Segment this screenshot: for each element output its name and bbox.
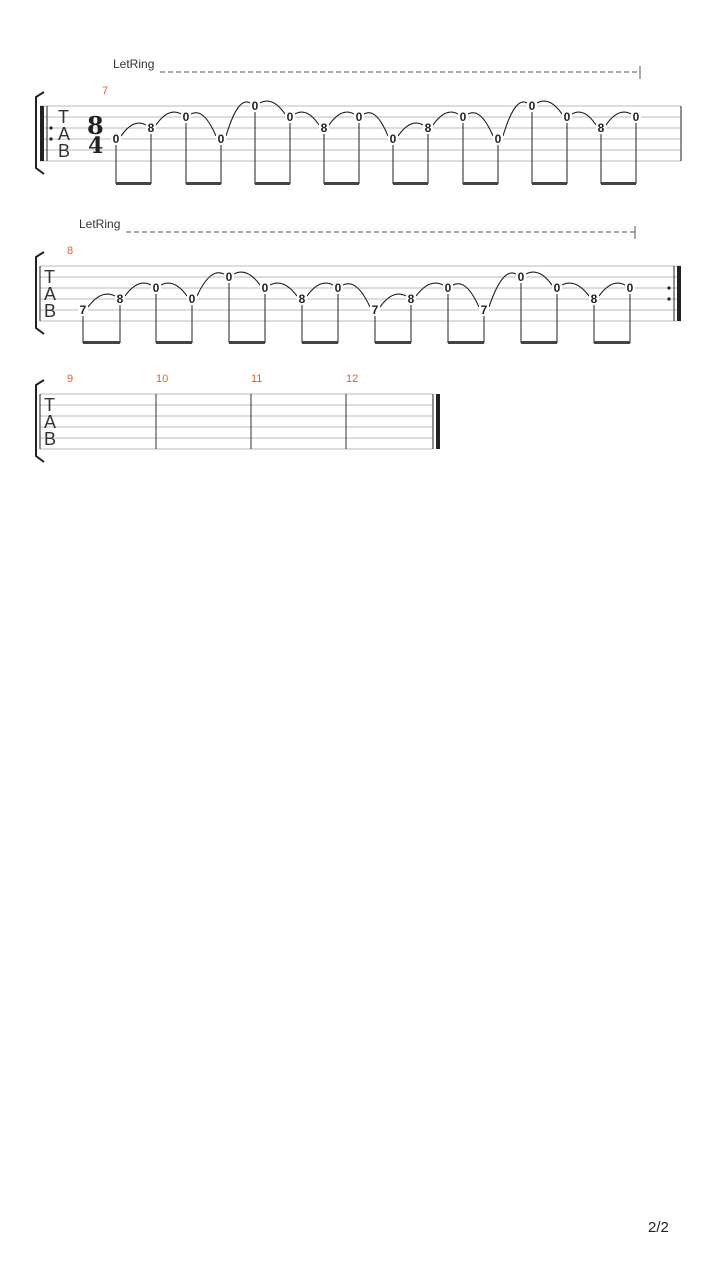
fret-number: 8 — [320, 121, 328, 135]
tie-arc — [295, 112, 319, 125]
fret-number: 0 — [217, 132, 225, 146]
measure-number: 12 — [346, 373, 359, 385]
fret-number: 7 — [371, 303, 379, 317]
tab-system-3 — [36, 373, 440, 462]
measure-number: 10 — [156, 373, 169, 385]
fret-number: 0 — [152, 281, 160, 295]
fret-number: 0 — [444, 281, 452, 295]
measure-number: 11 — [251, 373, 263, 385]
note-beam — [532, 182, 567, 185]
repeat-dot — [667, 286, 670, 289]
fret-number: 0 — [528, 99, 536, 113]
note-beam — [255, 182, 290, 185]
note-beam — [156, 341, 192, 344]
fret-number: 0 — [553, 281, 561, 295]
note-beam — [521, 341, 557, 344]
tie-arc — [380, 294, 406, 307]
note-beam — [393, 182, 428, 185]
fret-number: 8 — [407, 292, 415, 306]
tie-arc — [489, 273, 516, 307]
fret-number: 8 — [147, 121, 155, 135]
tie-arc — [416, 283, 443, 296]
tie-arc — [307, 283, 333, 296]
note-beam — [375, 341, 411, 344]
tab-system-2 — [36, 217, 681, 344]
fret-number: 0 — [626, 281, 634, 295]
tie-arc — [599, 283, 625, 296]
tie-arc — [88, 294, 115, 307]
measure-number: 9 — [67, 373, 74, 385]
note-beam — [186, 182, 221, 185]
staff-lines — [40, 394, 433, 449]
fret-number: 0 — [286, 110, 294, 124]
fret-number: 0 — [334, 281, 342, 295]
tie-arc — [562, 283, 589, 296]
tab-clef-t: T — [44, 267, 55, 287]
tab-clef-t: T — [44, 395, 55, 415]
note-beam — [116, 182, 151, 185]
note-beam — [594, 341, 630, 344]
fret-number: 8 — [116, 292, 124, 306]
final-thick-bar — [436, 394, 440, 449]
tie-arc — [191, 113, 216, 136]
tie-arc — [234, 272, 260, 285]
note-group — [111, 99, 641, 185]
time-signature-top: 8 — [87, 111, 104, 140]
note-beam — [83, 341, 120, 344]
time-signature-bottom: 4 — [88, 133, 104, 159]
fret-number: 0 — [563, 110, 571, 124]
fret-number: 0 — [389, 132, 397, 146]
tie-arc — [433, 112, 458, 125]
tab-clef-b: B — [58, 141, 71, 161]
tie-arc — [226, 102, 250, 136]
note-beam — [601, 182, 636, 185]
tie-arc — [343, 284, 370, 307]
tie-arc — [197, 273, 224, 296]
fret-number: 0 — [251, 99, 259, 113]
note-beam — [302, 341, 338, 344]
fret-number: 0 — [459, 110, 467, 124]
note-beam — [229, 341, 265, 344]
tie-arc — [398, 123, 423, 136]
note-beam — [463, 182, 498, 185]
tie-arc — [453, 284, 479, 307]
note-beam — [448, 341, 484, 344]
tab-clef-a: A — [58, 124, 71, 144]
repeat-dot — [667, 297, 670, 300]
tie-arc — [161, 283, 187, 296]
staff-lines — [40, 266, 681, 321]
fret-number: 0 — [188, 292, 196, 306]
tie-arc — [260, 101, 285, 114]
let-ring-label: LetRing — [79, 217, 121, 231]
tab-clef-b: B — [44, 429, 57, 449]
fret-number: 7 — [79, 303, 87, 317]
fret-number: 0 — [112, 132, 120, 146]
fret-number: 0 — [182, 110, 190, 124]
tie-arc — [270, 283, 297, 296]
repeat-start-thick-bar — [40, 106, 44, 161]
tie-arc — [537, 101, 562, 114]
tie-arc — [468, 113, 493, 136]
tab-clef-a: A — [44, 284, 57, 304]
tie-arc — [503, 102, 527, 136]
tie-arc — [156, 112, 181, 125]
fret-number: 0 — [632, 110, 640, 124]
fret-number: 0 — [517, 270, 525, 284]
tie-arc — [121, 123, 146, 136]
tie-arc — [329, 112, 354, 125]
let-ring-label: LetRing — [113, 57, 155, 71]
note-beam — [324, 182, 359, 185]
repeat-dot — [49, 137, 52, 140]
fret-number: 8 — [597, 121, 605, 135]
tab-clef-b: B — [44, 301, 57, 321]
tie-arc — [364, 113, 388, 136]
fret-number: 8 — [424, 121, 432, 135]
tab-system-1 — [36, 57, 681, 185]
tie-arc — [606, 112, 631, 125]
fret-number: 0 — [494, 132, 502, 146]
tie-arc — [526, 272, 552, 285]
note-group — [78, 270, 635, 344]
repeat-dot — [49, 126, 52, 129]
fret-number: 0 — [355, 110, 363, 124]
fret-number: 7 — [480, 303, 488, 317]
tab-clef-t: T — [58, 107, 69, 127]
measure-number: 7 — [102, 85, 109, 97]
repeat-end-thick-bar — [677, 266, 681, 321]
fret-number: 8 — [298, 292, 306, 306]
fret-number: 8 — [590, 292, 598, 306]
tab-clef-a: A — [44, 412, 57, 432]
page-number: 2/2 — [648, 1219, 669, 1236]
tie-arc — [572, 112, 596, 125]
measure-number: 8 — [67, 245, 74, 257]
fret-number: 0 — [225, 270, 233, 284]
tie-arc — [125, 283, 151, 296]
fret-number: 0 — [261, 281, 269, 295]
